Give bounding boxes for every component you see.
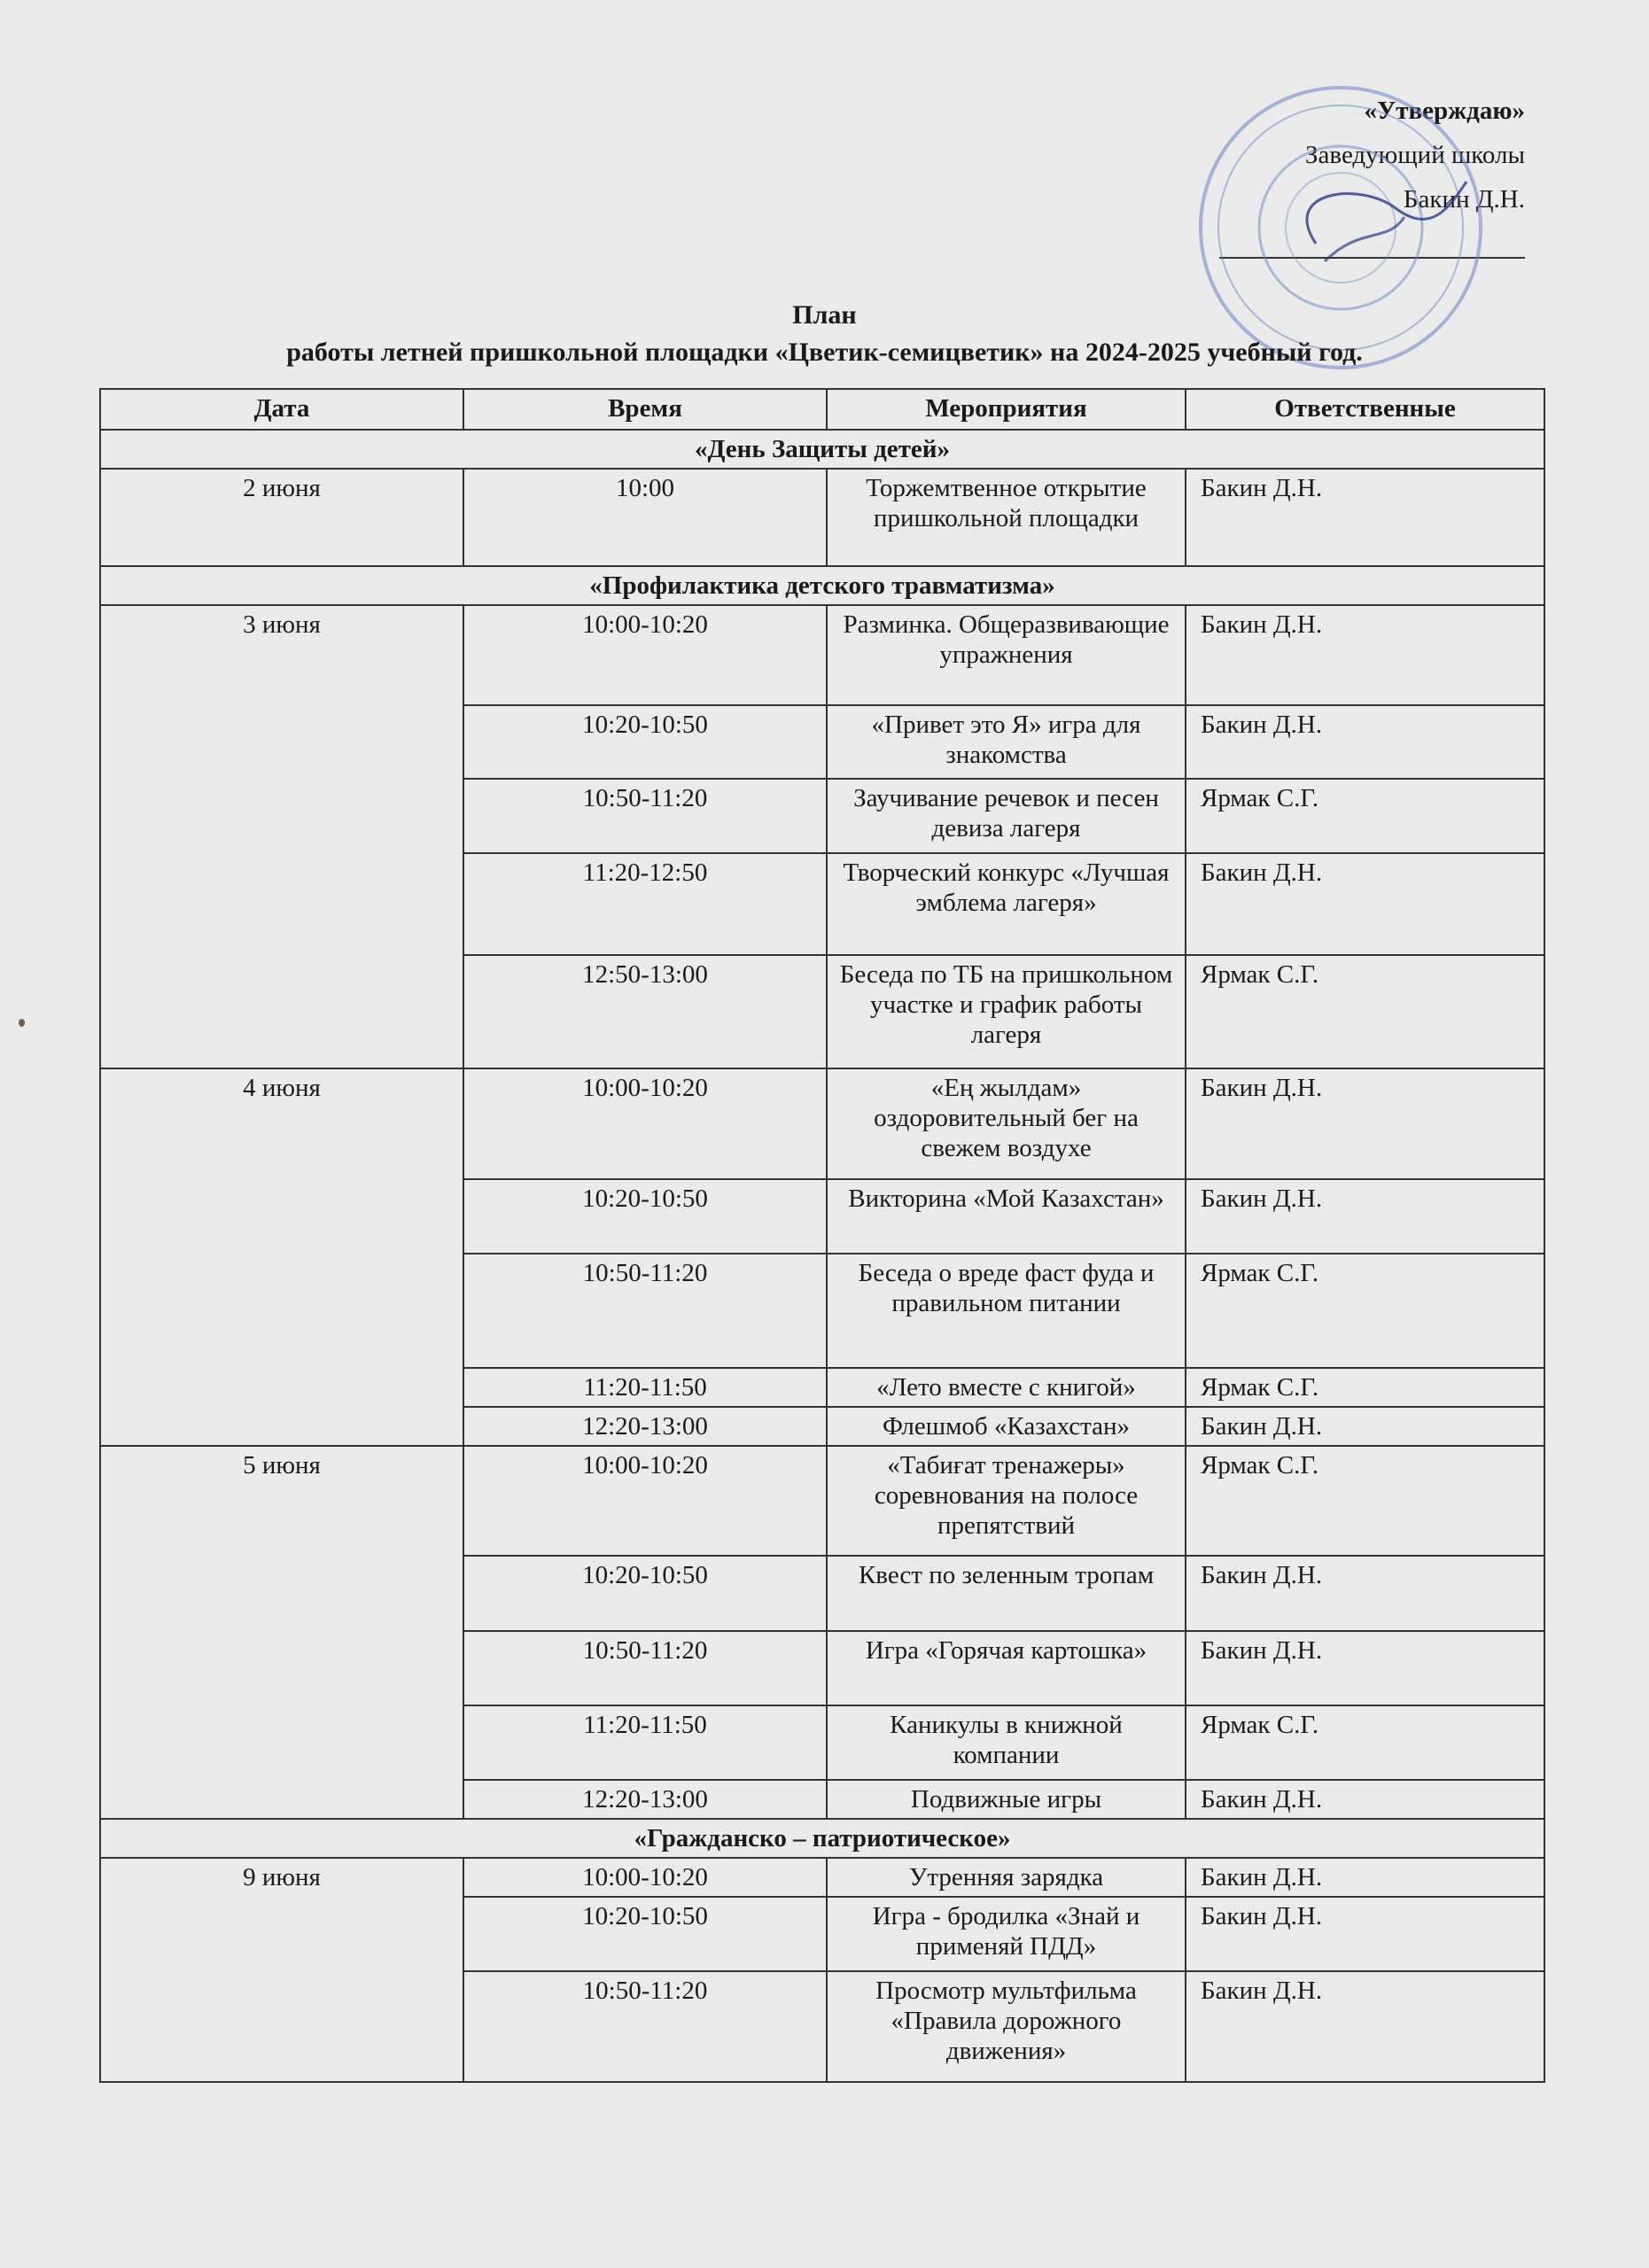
- approval-name: Бакин Д.Н.: [1403, 185, 1525, 214]
- responsible-cell: Ярмак С.Г.: [1186, 779, 1544, 853]
- header-time: Время: [463, 389, 827, 430]
- date-cell: 2 июня: [100, 469, 463, 566]
- document-title: [0, 297, 1649, 371]
- time-cell: 11:20-12:50: [463, 853, 827, 955]
- responsible-cell: Бакин Д.Н.: [1186, 1407, 1544, 1446]
- section-title: «Профилактика детского травматизма»: [100, 566, 1544, 605]
- time-cell: 12:50-13:00: [463, 955, 827, 1068]
- section-row: [100, 1819, 1544, 1858]
- event-cell: Творческий конкурс «Лучшая эмблема лагеря»: [827, 853, 1186, 955]
- time-cell: 10:20-10:50: [463, 1897, 827, 1971]
- event-cell: «Привет это Я» игра для знакомства: [827, 705, 1186, 779]
- date-cell: 3 июня: [100, 605, 463, 1068]
- paper-speck: [19, 1019, 25, 1027]
- section-title: «День Защиты детей»: [100, 430, 1544, 469]
- event-cell: «Ең жылдам» оздоровительный бег на свежем воздухе: [827, 1068, 1186, 1179]
- event-cell: Беседа по ТБ на пришкольном участке и график работы лагеря: [827, 955, 1186, 1068]
- date-cell: 5 июня: [100, 1446, 463, 1819]
- approval-block: [1219, 89, 1525, 259]
- signature-line: [1219, 221, 1525, 259]
- time-cell: 10:50-11:20: [463, 1631, 827, 1705]
- time-cell: 10:50-11:20: [463, 1254, 827, 1368]
- time-cell: 10:50-11:20: [463, 1971, 827, 2082]
- time-cell: 11:20-11:50: [463, 1705, 827, 1780]
- time-cell: 12:20-13:00: [463, 1407, 827, 1446]
- event-cell: Каникулы в книжной компании: [827, 1705, 1186, 1780]
- event-cell: Разминка. Общеразвивающие упражнения: [827, 605, 1186, 705]
- table-row: [100, 1068, 1544, 1179]
- header-date: Дата: [100, 389, 463, 430]
- responsible-cell: Бакин Д.Н.: [1186, 1556, 1544, 1631]
- time-cell: 10:20-10:50: [463, 1556, 827, 1631]
- table-row: [100, 1858, 1544, 1897]
- approval-heading: «Утверждаю»: [1364, 97, 1525, 125]
- header-responsible: Ответственные: [1186, 389, 1544, 430]
- event-cell: Торжемтвенное открытие пришкольной площадки: [827, 469, 1186, 566]
- table-row: [100, 1446, 1544, 1556]
- responsible-cell: Ярмак С.Г.: [1186, 1705, 1544, 1780]
- responsible-cell: Бакин Д.Н.: [1186, 1631, 1544, 1705]
- event-cell: Просмотр мультфильма «Правила дорожного движения»: [827, 1971, 1186, 2082]
- date-cell: 4 июня: [100, 1068, 463, 1446]
- event-cell: «Табиғат тренажеры» соревнования на полосе препятствий: [827, 1446, 1186, 1556]
- responsible-cell: Бакин Д.Н.: [1186, 705, 1544, 779]
- time-cell: 12:20-13:00: [463, 1780, 827, 1819]
- responsible-cell: Бакин Д.Н.: [1186, 1971, 1544, 2082]
- section-title: «Гражданско – патриотическое»: [100, 1819, 1544, 1858]
- responsible-cell: Ярмак С.Г.: [1186, 955, 1544, 1068]
- approval-position: Заведующий школы: [1305, 141, 1525, 169]
- time-cell: 10:00-10:20: [463, 605, 827, 705]
- responsible-cell: Бакин Д.Н.: [1186, 1858, 1544, 1897]
- time-cell: 10:00-10:20: [463, 1446, 827, 1556]
- time-cell: 11:20-11:50: [463, 1368, 827, 1407]
- responsible-cell: Бакин Д.Н.: [1186, 1780, 1544, 1819]
- time-cell: 10:00-10:20: [463, 1068, 827, 1179]
- section-row: [100, 430, 1544, 469]
- title-line-1: План: [792, 300, 857, 330]
- table-row: [100, 469, 1544, 566]
- event-cell: Игра - бродилка «Знай и применяй ПДД»: [827, 1897, 1186, 1971]
- event-cell: «Лето вместе с книгой»: [827, 1368, 1186, 1407]
- event-cell: Заучивание речевок и песен девиза лагеря: [827, 779, 1186, 853]
- section-row: [100, 566, 1544, 605]
- date-cell: 9 июня: [100, 1858, 463, 2082]
- table-row: [100, 605, 1544, 705]
- responsible-cell: Ярмак С.Г.: [1186, 1446, 1544, 1556]
- event-cell: Викторина «Мой Казахстан»: [827, 1179, 1186, 1254]
- responsible-cell: Бакин Д.Н.: [1186, 469, 1544, 566]
- time-cell: 10:00-10:20: [463, 1858, 827, 1897]
- responsible-cell: Бакин Д.Н.: [1186, 605, 1544, 705]
- event-cell: Подвижные игры: [827, 1780, 1186, 1819]
- event-cell: Утренняя зарядка: [827, 1858, 1186, 1897]
- time-cell: 10:20-10:50: [463, 705, 827, 779]
- event-cell: Флешмоб «Казахстан»: [827, 1407, 1186, 1446]
- header-events: Мероприятия: [827, 389, 1186, 430]
- responsible-cell: Бакин Д.Н.: [1186, 853, 1544, 955]
- title-line-2: работы летней пришкольной площадки «Цветик-семицветик» на 2024-2025 учебный год.: [286, 338, 1363, 367]
- time-cell: 10:50-11:20: [463, 779, 827, 853]
- table-header-row: [100, 389, 1544, 430]
- event-cell: Игра «Горячая картошка»: [827, 1631, 1186, 1705]
- responsible-cell: Бакин Д.Н.: [1186, 1068, 1544, 1179]
- responsible-cell: Ярмак С.Г.: [1186, 1254, 1544, 1368]
- responsible-cell: Ярмак С.Г.: [1186, 1368, 1544, 1407]
- responsible-cell: Бакин Д.Н.: [1186, 1179, 1544, 1254]
- responsible-cell: Бакин Д.Н.: [1186, 1897, 1544, 1971]
- event-cell: Беседа о вреде фаст фуда и правильном питании: [827, 1254, 1186, 1368]
- time-cell: 10:00: [463, 469, 827, 566]
- event-cell: Квест по зеленным тропам: [827, 1556, 1186, 1631]
- plan-table: [99, 388, 1545, 2083]
- time-cell: 10:20-10:50: [463, 1179, 827, 1254]
